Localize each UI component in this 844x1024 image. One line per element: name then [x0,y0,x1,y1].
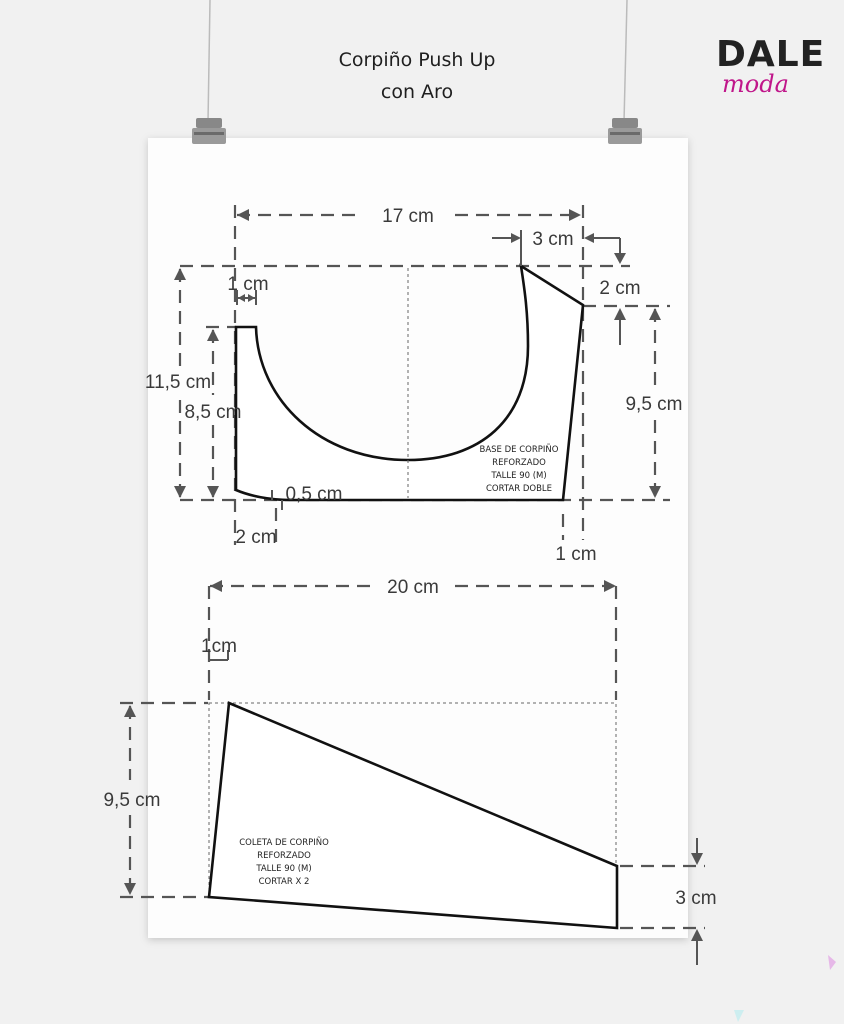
base-label-line-1: BASE DE CORPIÑO [479,445,559,455]
coleta-right-end-label: 3 cm [675,888,717,909]
hanging-string-left [208,0,210,122]
decor-shape-right [828,955,836,970]
base-top-left-label: 1 cm [227,274,269,295]
coleta-label-line-2: REFORZADO [257,851,311,861]
title-line-2: con Aro [380,81,454,103]
base-right-height-label: 9,5 cm [625,394,683,415]
logo-moda-text: moda [722,70,789,98]
base-width-label: 17 cm [382,206,434,227]
title-line-1: Corpiño Push Up [338,49,496,71]
coleta-label-line-3: TALLE 90 (M) [256,864,312,874]
coleta-top-left-label: 1cm [201,636,237,657]
hanging-string-right [624,0,627,122]
base-bottom-left-label: 2 cm [235,527,277,548]
base-left-inner-label: 8,5 cm [184,402,242,423]
brand-logo [716,34,825,98]
base-label-line-3: TALLE 90 (M) [491,471,547,481]
base-left-outer-label: 11,5 cm [144,372,212,393]
coleta-width-label: 20 cm [387,577,439,598]
coleta-dim-top-left [201,636,237,660]
coleta-height-label: 9,5 cm [103,790,161,811]
clip-right-icon [608,118,642,144]
coleta-label-line-4: CORTAR X 2 [258,877,310,887]
base-label-line-2: REFORZADO [492,458,546,468]
base-label-line-4: CORTAR DOBLE [485,484,553,494]
base-right-drop-label: 2 cm [599,278,641,299]
clip-left-icon [192,118,226,144]
decor-shape-bottom [734,1010,744,1022]
base-top-right-label: 3 cm [532,229,574,250]
base-bottom-right-label: 1 cm [555,544,597,565]
coleta-label-line-1: COLETA DE CORPIÑO [239,838,329,848]
base-bottom-curve-label: 0,5 cm [285,484,343,505]
logo-dale-text: DALE [716,34,826,75]
